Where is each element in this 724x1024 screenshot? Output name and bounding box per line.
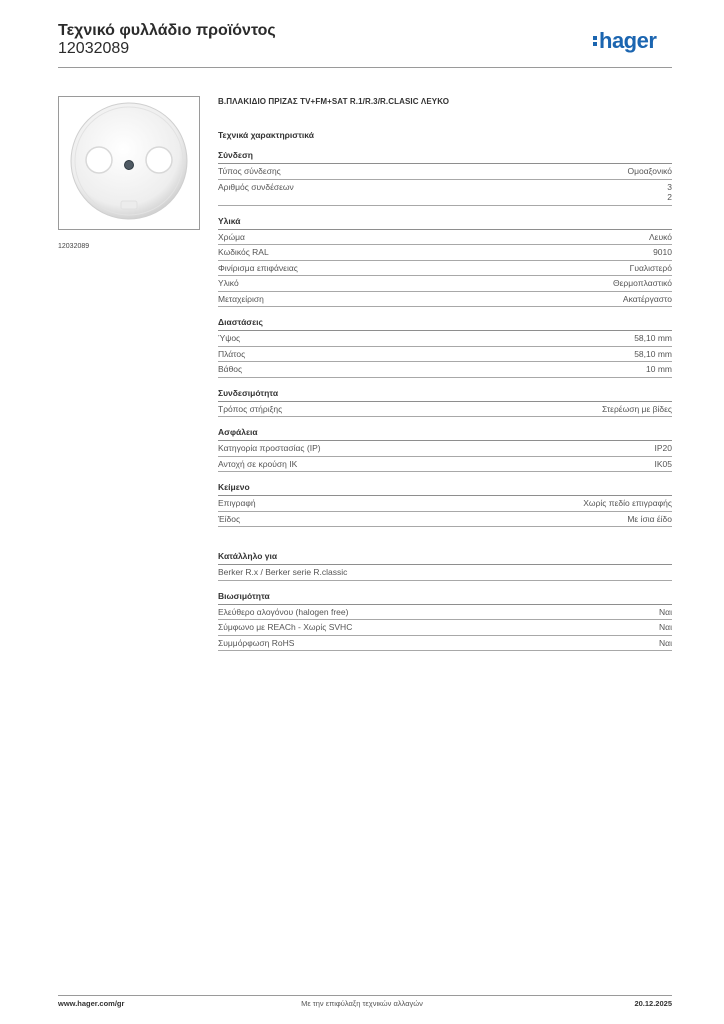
spec-row — [218, 362, 672, 378]
group-title: Κατάλληλο για — [218, 551, 672, 565]
logo-colon-icon — [593, 34, 597, 48]
spec-value: Στερέωση με βίδες — [601, 403, 672, 414]
group-title: Βιωσιμότητα — [218, 591, 672, 605]
spec-value: 58,10 mm — [634, 348, 672, 359]
spec-label: Κωδικός RAL — [218, 247, 269, 257]
spec-label: Πλάτος — [218, 348, 246, 359]
document-number: 12032089 — [58, 40, 130, 57]
footer-disclaimer: Με την επιφύλαξη τεχνικών αλλαγών — [301, 999, 423, 1008]
spec-value: IK05 — [654, 458, 672, 469]
spec-label: Ύψος — [218, 333, 241, 343]
spec-row — [218, 565, 672, 581]
specification-content — [218, 97, 672, 651]
hager-logo — [593, 30, 656, 52]
group-title: Σύνδεση — [218, 150, 672, 164]
spec-row — [218, 245, 672, 261]
footer-divider — [58, 995, 672, 996]
spec-row — [218, 620, 672, 636]
spec-row — [218, 230, 672, 246]
spec-row — [218, 331, 672, 347]
spec-label: Ελεύθερο αλογόνου (halogen free) — [218, 606, 349, 617]
spec-row — [218, 164, 672, 180]
spec-label: Χρώμα — [218, 231, 245, 242]
spec-value: Ακατέργαστο — [622, 293, 672, 304]
spec-row — [218, 512, 672, 528]
group-title: Κείμενο — [218, 482, 672, 496]
spec-label: Κατηγορία προστασίας (IP) — [218, 443, 321, 453]
spec-row — [218, 292, 672, 308]
spec-group-materials — [218, 216, 672, 308]
spec-group-connectivity — [218, 388, 672, 418]
spec-row — [218, 276, 672, 292]
spec-row — [218, 180, 672, 206]
spec-value: 10 mm — [646, 364, 672, 374]
spec-group-safety — [218, 427, 672, 472]
group-title: Διαστάσεις — [218, 317, 672, 331]
spec-group-text — [218, 482, 672, 527]
spec-group-suitable-for — [218, 551, 672, 581]
spec-row — [218, 457, 672, 473]
socket-cover-plate-icon — [59, 97, 199, 229]
spec-group-connection — [218, 150, 672, 206]
group-title: Υλικά — [218, 216, 672, 230]
spec-row — [218, 605, 672, 621]
logo-text: hager — [599, 28, 657, 53]
spec-label: Σύμφωνο με REACh - Χωρίς SVHC — [218, 622, 353, 632]
spec-label: Επιγραφή — [218, 498, 256, 508]
footer-website-link[interactable]: www.hager.com/gr — [58, 999, 125, 1008]
spec-value: Ομοαξονικό — [627, 166, 672, 176]
spec-value: IP20 — [654, 443, 672, 453]
spec-label: Berker R.x / Berker serie R.classic — [218, 567, 348, 577]
spec-value: 58,10 mm — [634, 333, 672, 343]
group-title: Ασφάλεια — [218, 427, 672, 441]
spec-row — [218, 347, 672, 363]
spec-value: 9010 — [653, 247, 672, 257]
spec-row — [218, 636, 672, 652]
spec-label: Βάθος — [218, 364, 243, 374]
spec-label: Έίδος — [218, 513, 241, 524]
spec-value: Ναι — [659, 606, 672, 617]
spec-value: 3 2 — [667, 181, 672, 202]
technical-characteristics-heading: Τεχνικά χαρακτηριστικά — [218, 130, 314, 140]
document-header — [58, 22, 276, 58]
spec-group-dimensions — [218, 317, 672, 378]
spec-label: Αριθμός συνδέσεων — [218, 181, 294, 192]
spec-label: Αντοχή σε κρούση IK — [218, 458, 298, 469]
spec-row — [218, 261, 672, 277]
spec-label: Φινίρισμα επιφάνειας — [218, 262, 298, 273]
spec-value: Ναι — [659, 622, 672, 632]
spec-value: Θερμοπλαστικό — [612, 278, 672, 288]
group-title: Συνδεσιμότητα — [218, 388, 672, 402]
spec-value: Χωρίς πεδίο επιγραφής — [583, 498, 672, 508]
product-photo — [58, 96, 200, 230]
document-title: Τεχνικό φυλλάδιο προϊόντος — [58, 22, 276, 39]
spec-value: Ναι — [659, 637, 672, 648]
footer-date: 20.12.2025 — [634, 999, 672, 1008]
spec-label: Συμμόρφωση RoHS — [218, 637, 295, 648]
spec-value: Με ίσια έίδο — [627, 513, 672, 524]
spec-group-sustainability — [218, 591, 672, 652]
photo-caption: 12032089 — [58, 243, 90, 250]
spec-label: Τρόπος στήριξης — [218, 403, 283, 414]
header-divider — [58, 67, 672, 68]
spec-row — [218, 441, 672, 457]
spec-label: Τύπος σύνδεσης — [218, 166, 281, 176]
spec-row — [218, 496, 672, 512]
spec-row — [218, 402, 672, 418]
spec-label: Υλικό — [218, 278, 239, 288]
spec-value: Λευκό — [649, 231, 672, 242]
spec-label: Μεταχείριση — [218, 293, 264, 304]
spec-value: Γυαλιστερό — [629, 262, 672, 273]
product-name: Β.ΠΛΑΚΙΔΙΟ ΠΡΙΖΑΣ TV+FM+SAT R.1/R.3/R.CLASIC ΛΕΥΚΟ — [218, 97, 450, 106]
